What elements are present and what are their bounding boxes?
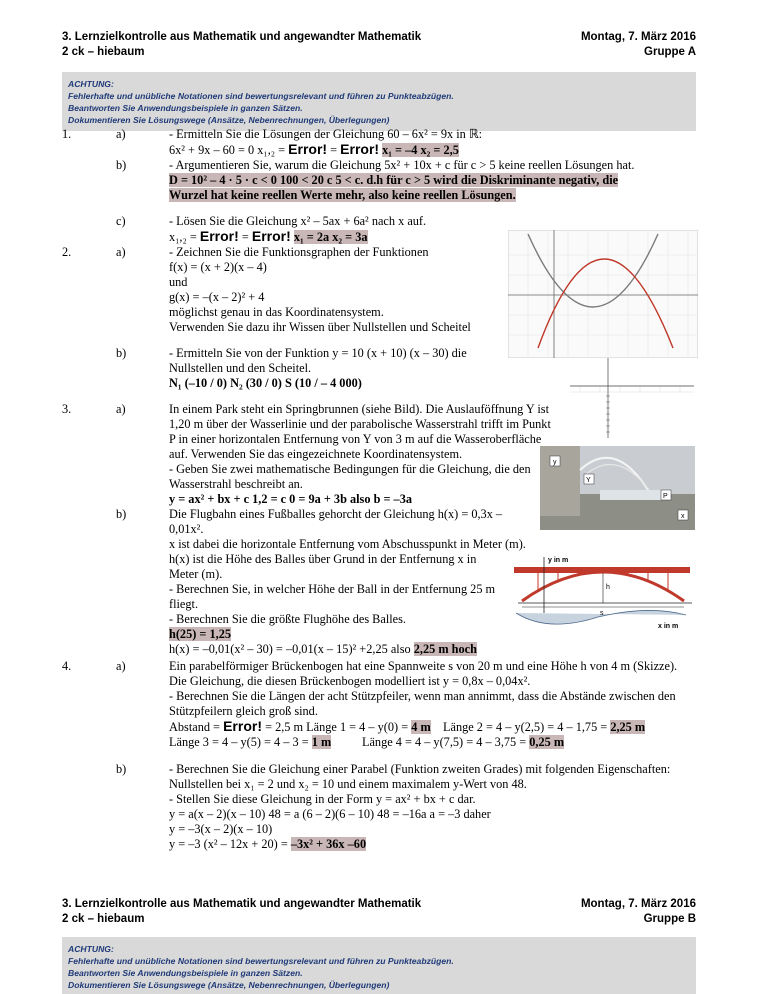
q4b-line: - Berechnen Sie die Gleichung einer Parabel (Funktion zweiten Grades) mit folgenden Eigenschaften: <box>169 762 671 776</box>
q1b-solution-text: Wurzel hat keine reellen Werte mehr, also keine reellen Lösungen. <box>169 188 516 202</box>
q1a-work <box>169 142 459 157</box>
sketch-y-label: y in m <box>548 557 569 564</box>
q4b-solution <box>169 837 366 851</box>
q3b-line: x ist dabei die horizontale Entfernung vom Abschusspunkt in Meter (m). <box>169 537 526 551</box>
header-date: Montag, 7. März 2016 <box>580 31 696 43</box>
q2b-line: - Ermitteln Sie von der Funktion y = 10 (x + 10) (x – 30) die <box>169 346 467 360</box>
q2b-solution: N₁ (–10 / 0) N₂ (30 / 0) S (10 / – 4 000) <box>169 376 362 390</box>
q4b-line: y = a(x – 2)(x – 10) 48 = a (6 – 2)(6 – 10) 48 = –16a a = –3 daher <box>169 807 491 821</box>
q2a-line: - Zeichnen Sie die Funktionsgraphen der Funktionen <box>169 245 429 259</box>
q2a-line: g(x) = –(x – 2)² + 4 <box>169 290 265 304</box>
error-field: Error! <box>340 141 380 157</box>
q3a-line: P in einer horizontalen Entfernung von Y von 3 m auf die Wasseroberfläche <box>169 432 542 446</box>
sub-label: b) <box>116 507 127 521</box>
q2a-line: Verwenden Sie dazu ihr Wissen über Nullstellen und Scheitel <box>169 320 471 334</box>
warning-line: Beantworten Sie Anwendungsbeispiele in ganzen Sätzen. <box>68 103 303 113</box>
warning-line: Dokumentieren Sie Lösungswege (Ansätze, Nebenrechnungen, Überlegungen) <box>68 980 390 990</box>
warning-line: ACHTUNG: <box>68 944 114 954</box>
bridge-sketch <box>508 553 694 633</box>
q4a-line: - Berechnen Sie die Längen der acht Stützpfeiler, wenn man annimmt, dass die Abstände zwischen den <box>169 689 676 703</box>
q1a-work-text: 6x² + 9x – 60 = 0 x₁,₂ = <box>169 143 286 157</box>
photo-label-y: y <box>553 459 557 466</box>
q3b-sol2 <box>169 642 477 656</box>
q1c-work-text: x₁,₂ = <box>169 230 197 244</box>
grid-background <box>570 358 694 438</box>
q3b-line: 0,01x². <box>169 522 204 536</box>
q4b-answer: –3x² + 36x –60 <box>290 837 367 851</box>
sub-label: a) <box>116 127 126 141</box>
q4a-work: Länge 2 = 4 – y(2,5) = 4 – 1,75 = <box>442 720 608 734</box>
q4a-answer: 1 m <box>311 735 332 749</box>
q1c-text: - Lösen Sie die Gleichung x² – 5ax + 6a² nach x auf. <box>169 214 427 228</box>
q3b-line: Die Flugbahn eines Fußballes gehorcht der Gleichung h(x) = 0,3x – <box>169 507 503 521</box>
equals-sign: = <box>330 143 338 157</box>
fountain-photo <box>540 446 695 530</box>
q2b-line: Nullstellen und den Scheitel. <box>169 361 312 375</box>
q4a-line: Stützpfeilern gleich groß sind. <box>169 704 318 718</box>
sketch-s-label: s <box>600 610 604 617</box>
water-spray <box>600 490 670 500</box>
sub-label: b) <box>116 158 127 172</box>
q3b-solution-text: h(25) = 1,25 <box>169 627 232 641</box>
q2a-line: und <box>169 275 188 289</box>
photo-label-Y: Y <box>586 477 591 484</box>
warning-box <box>62 72 696 131</box>
photo-label-x: x <box>681 513 685 520</box>
header-title: 3. Lernzielkontrolle aus Mathematik und angewandter Mathematik <box>62 31 422 43</box>
sub-label: c) <box>116 214 126 228</box>
q1b-solution-line2 <box>169 188 516 202</box>
warning-box-b <box>62 937 696 994</box>
q4a-line: Die Gleichung, die diesen Brückenbogen modelliert ist y = 0,8x – 0,04x². <box>169 674 531 688</box>
q4b-work: y = –3 (x² – 12x + 20) = <box>169 837 288 851</box>
error-field: Error! <box>199 228 239 244</box>
sketch-h-label: h <box>606 584 610 591</box>
header-class: 2 ck – hiebaum <box>62 913 145 925</box>
q4a-answer: 0,25 m <box>529 735 565 749</box>
q3a-line: auf. Verwenden Sie das eingezeichnete Koordinatensystem. <box>169 447 463 461</box>
header-group: Gruppe B <box>643 913 696 925</box>
question-number: 2. <box>62 245 72 259</box>
photo-label-P: P <box>663 493 668 500</box>
header-class: 2 ck – hiebaum <box>62 46 145 58</box>
warning-line: ACHTUNG: <box>68 79 114 89</box>
q1b-solution-line1 <box>169 173 618 187</box>
q2a-line: f(x) = (x + 2)(x – 4) <box>169 260 267 274</box>
q1a-text: - Ermitteln Sie die Lösungen der Gleichung 60 – 6x² = 9x in ℝ: <box>169 127 483 141</box>
q3b-line: h(x) ist die Höhe des Balles über Grund in der Entfernung x in <box>169 552 477 566</box>
q3a-line: - Geben Sie zwei mathematische Bedingungen für die Gleichung, die den <box>169 462 531 476</box>
error-field: Error! <box>288 141 328 157</box>
q3b-line: - Berechnen Sie, in welcher Höhe der Ball in der Entfernung 25 m <box>169 582 496 596</box>
sub-label: a) <box>116 245 126 259</box>
q3b-solution-answer: 2,25 m hoch <box>413 642 477 656</box>
q4b-line: - Stellen Sie diese Gleichung in der Form y = ax² + bx + c dar. <box>169 792 476 806</box>
header-title: 3. Lernzielkontrolle aus Mathematik und angewandter Mathematik <box>62 898 422 910</box>
q3b-line: - Berechnen Sie die größte Flughöhe des Balles. <box>169 612 406 626</box>
q4b-line: y = –3(x – 2)(x – 10) <box>169 822 273 836</box>
q4a-work: Länge 3 = 4 – y(5) = 4 – 3 = <box>169 735 309 749</box>
q1b-solution-text: D = 10² – 4 · 5 · c < 0 100 < 20 c 5 < c. d.h für c > 5 wird die Diskriminante negativ, die <box>169 173 619 187</box>
q2a-line: möglichst genau in das Koordinatensystem. <box>169 305 384 319</box>
equals-sign: = <box>241 230 249 244</box>
q3a-line: In einem Park steht ein Springbrunnen (siehe Bild). Die Auslauföffnung Y ist <box>169 402 550 416</box>
q4a-work: = 2,5 m Länge 1 = 4 – y(0) = <box>265 720 409 734</box>
q3a-line: 1,20 m über der Wasserlinie und der parabolische Wasserstrahl trifft im Punkt <box>169 417 551 431</box>
q3b-sol1 <box>169 627 231 641</box>
q4a-work: Abstand = <box>169 720 220 734</box>
q4a-solution-line1 <box>169 719 645 734</box>
header-group: Gruppe A <box>644 46 696 58</box>
q3b-solution-work: h(x) = –0,01(x² – 30) = –0,01(x – 15)² +2,25 also <box>169 642 411 656</box>
warning-line: Fehlerhafte und unübliche Notationen sind bewertungsrelevant und führen zu Punkteabzügen. <box>68 956 454 966</box>
q3a-solution: y = ax² + bx + c 1,2 = c 0 = 9a + 3b also b = –3a <box>169 492 413 506</box>
q3b-line: Meter (m). <box>169 567 223 581</box>
q1c-solution: x₁ = 2a x₂ = 3a <box>293 230 368 244</box>
question-number: 3. <box>62 402 72 416</box>
q3a-line: Wasserstrahl beschreibt an. <box>169 477 303 491</box>
q4a-answer: 4 m <box>411 720 431 734</box>
sub-label: a) <box>116 402 126 416</box>
function-graph <box>508 230 698 358</box>
sub-label: b) <box>116 762 127 776</box>
q4a-answer: 2,25 m <box>610 720 646 734</box>
q1c-work <box>169 229 368 244</box>
q1a-solution: x₁ = –4 x₂ = 2,5 <box>382 143 459 157</box>
q4a-solution-line2 <box>169 735 564 749</box>
warning-line: Fehlerhafte und unübliche Notationen sind bewertungsrelevant und führen zu Punkteabzügen. <box>68 91 454 101</box>
warning-line: Dokumentieren Sie Lösungswege (Ansätze, Nebenrechnungen, Überlegungen) <box>68 115 390 125</box>
q4a-line: Ein parabelförmiger Brückenbogen hat eine Spannweite s von 20 m und eine Höhe h von 4 m (Skizze). <box>169 659 678 673</box>
q3b-line: fliegt. <box>169 597 199 611</box>
q4b-line: Nullstellen bei x₁ = 2 und x₂ = 10 und einem maximalem y-Wert von 48. <box>169 777 527 791</box>
error-field: Error! <box>223 718 262 734</box>
sub-label: b) <box>116 346 127 360</box>
error-field: Error! <box>251 228 291 244</box>
sketch-x-label: x in m <box>658 623 679 630</box>
q1b-text: - Argumentieren Sie, warum die Gleichung 5x² + 10x + c für c > 5 keine reellen Lösungen hat. <box>169 158 635 172</box>
warning-line: Beantworten Sie Anwendungsbeispiele in ganzen Sätzen. <box>68 968 303 978</box>
question-number: 4. <box>62 659 72 673</box>
q4a-work: Länge 4 = 4 – y(7,5) = 4 – 3,75 = <box>361 735 527 749</box>
question-number: 1. <box>62 127 72 141</box>
header-date: Montag, 7. März 2016 <box>580 898 696 910</box>
coordinate-grid <box>570 358 694 438</box>
sub-label: a) <box>116 659 126 673</box>
